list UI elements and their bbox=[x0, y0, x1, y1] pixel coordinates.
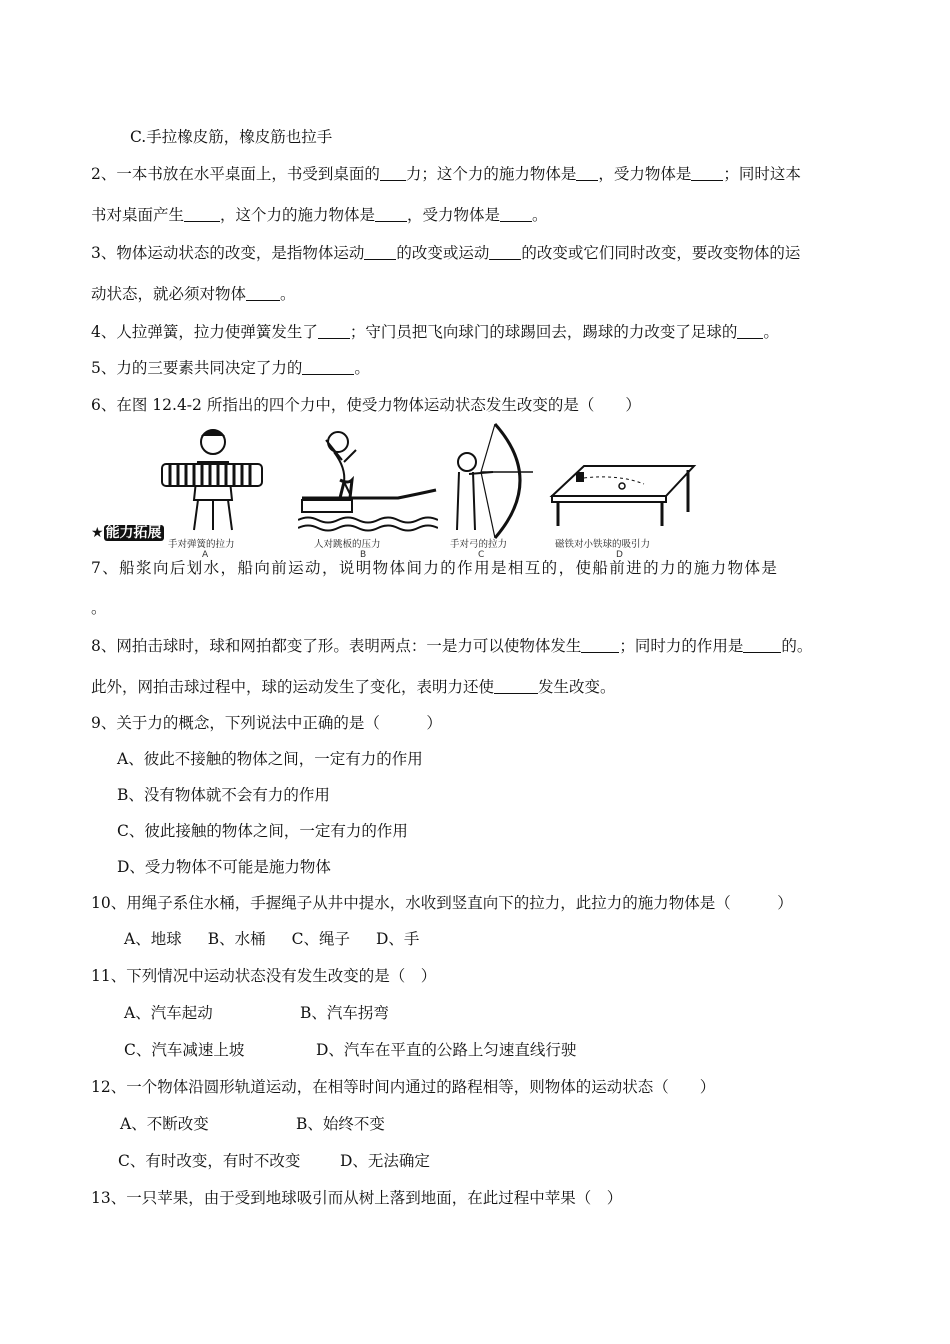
question-3-line-1 bbox=[91, 243, 800, 263]
blank bbox=[576, 165, 598, 181]
badge-text: 能力拓展 bbox=[105, 525, 162, 541]
q3-text-a: 3、物体运动状态的改变，是指物体运动 bbox=[91, 244, 365, 262]
q12-option-d: D、无法确定 bbox=[340, 1152, 430, 1170]
label-b: B bbox=[360, 550, 367, 560]
q8-text-b: ；同时力的作用是 bbox=[619, 637, 744, 655]
q2-text-a: 2、一本书放在水平桌面上，书受到桌面的 bbox=[91, 165, 380, 183]
caption-d: 磁铁对小铁球的吸引力 bbox=[555, 539, 651, 550]
q9-option-c: C、彼此接触的物体之间，一定有力的作用 bbox=[117, 822, 408, 840]
question-4 bbox=[91, 322, 779, 342]
q10-option-b: B、水桶 bbox=[207, 930, 266, 948]
question-9: 9、关于力的概念，下列说法中正确的是（ ） bbox=[91, 714, 442, 732]
blank bbox=[302, 359, 354, 375]
section-badge bbox=[91, 522, 164, 542]
blank bbox=[489, 244, 521, 260]
question-2-line-1 bbox=[91, 164, 801, 184]
option-c-rubber-band: C.手拉橡皮筋，橡皮筋也拉手 bbox=[130, 128, 333, 146]
figure-c-bow bbox=[445, 420, 535, 545]
q4-text-c: 。 bbox=[763, 323, 779, 341]
caption-b: 人对跳板的压力 bbox=[314, 539, 381, 550]
blank bbox=[246, 285, 280, 301]
q11-option-d: D、汽车在平直的公路上匀速直线行驶 bbox=[316, 1041, 577, 1059]
figure-12-4-2 bbox=[150, 420, 710, 570]
label-c: C bbox=[478, 550, 485, 560]
question-7-answer-line: 。 bbox=[91, 599, 107, 617]
q10-option-d: D、手 bbox=[375, 930, 420, 948]
q8-text-a: 8、网拍击球时，球和网拍都变了形。表明两点：一是力可以使物体发生 bbox=[91, 637, 582, 655]
man-stretching-spring-icon bbox=[158, 420, 268, 545]
q3-text-d: 动状态，就必须对物体 bbox=[91, 285, 247, 303]
diver-on-springboard-icon bbox=[298, 420, 438, 545]
q2-text-f: ，这个力的施力物体是 bbox=[220, 206, 376, 224]
question-2-line-2 bbox=[91, 205, 548, 225]
question-7: 7、船浆向后划水，船向前运动，说明物体间力的作用是相互的，使船前进的力的施力物体是 bbox=[91, 559, 779, 577]
question-10: 10、用绳子系住水桶，手握绳子从井中提水，水收到竖直向下的拉力，此拉力的施力物体是（ ） bbox=[91, 894, 793, 912]
blank bbox=[581, 637, 619, 653]
q11-option-c: C、汽车减速上坡 bbox=[124, 1041, 245, 1059]
question-13: 13、一只苹果，由于受到地球吸引而从树上落到地面，在此过程中苹果（ ） bbox=[91, 1189, 623, 1207]
star-icon: ★ bbox=[91, 525, 104, 541]
q9-option-a: A、彼此不接触的物体之间，一定有力的作用 bbox=[117, 750, 423, 768]
question-3-line-2 bbox=[91, 284, 296, 304]
label-a: A bbox=[202, 550, 209, 560]
blank bbox=[380, 165, 406, 181]
q12-option-a: A、不断改变 bbox=[120, 1115, 209, 1133]
q10-option-a: A、地球 bbox=[124, 930, 182, 948]
figure-a-spring bbox=[158, 420, 268, 545]
q5-text-b: 。 bbox=[354, 359, 370, 377]
label-d: D bbox=[616, 550, 623, 560]
q12-option-c: C、有时改变，有时不改变 bbox=[118, 1152, 301, 1170]
blank bbox=[500, 206, 532, 222]
question-6: 6、在图 12.4-2 所指出的四个力中，使受力物体运动状态发生改变的是（ ） bbox=[91, 396, 641, 414]
archer-drawing-bow-icon bbox=[445, 420, 535, 545]
q4-text-b: ；守门员把飞向球门的球踢回去，踢球的力改变了足球的 bbox=[349, 323, 738, 341]
blank bbox=[318, 323, 350, 339]
q2-text-g: ，受力物体是 bbox=[407, 206, 501, 224]
q8-text-d: 此外，网拍击球过程中，球的运动发生了变化，表明力还使 bbox=[91, 678, 495, 696]
q12-option-b: B、始终不变 bbox=[296, 1115, 385, 1133]
q3-text-b: 的改变或运动 bbox=[396, 244, 490, 262]
q10-options bbox=[124, 929, 419, 949]
q2-text-e: 书对桌面产生 bbox=[91, 206, 185, 224]
q2-text-b: 力；这个力的施力物体是 bbox=[405, 165, 577, 183]
q2-text-h: 。 bbox=[532, 206, 548, 224]
question-8-line-1 bbox=[91, 636, 812, 656]
question-5 bbox=[91, 358, 370, 378]
magnet-and-iron-ball-icon bbox=[548, 420, 698, 545]
blank bbox=[375, 206, 407, 222]
q4-text-a: 4、人拉弹簧，拉力使弹簧发生了 bbox=[91, 323, 318, 341]
q9-option-d: D、受力物体不可能是施力物体 bbox=[117, 858, 331, 876]
question-8-line-2 bbox=[91, 677, 616, 697]
figure-b-diving-board bbox=[298, 420, 438, 545]
q5-text-a: 5、力的三要素共同决定了力的 bbox=[91, 359, 303, 377]
blank bbox=[691, 165, 723, 181]
q10-option-c: C、绳子 bbox=[291, 930, 350, 948]
q2-text-c: ，受力物体是 bbox=[598, 165, 692, 183]
blank bbox=[364, 244, 396, 260]
question-12: 12、一个物体沿圆形轨道运动，在相等时间内通过的路程相等，则物体的运动状态（ ） bbox=[91, 1078, 716, 1096]
q8-text-e: 发生改变。 bbox=[538, 678, 616, 696]
q3-text-e: 。 bbox=[280, 285, 296, 303]
blank bbox=[494, 678, 538, 694]
q2-text-d: ；同时这本 bbox=[723, 165, 801, 183]
blank bbox=[743, 637, 781, 653]
caption-c: 手对弓的拉力 bbox=[450, 539, 508, 550]
question-11: 11、下列情况中运动状态没有发生改变的是（ ） bbox=[91, 967, 437, 985]
figure-d-magnet bbox=[548, 420, 698, 545]
q11-option-a: A、汽车起动 bbox=[124, 1004, 213, 1022]
q9-option-b: B、没有物体就不会有力的作用 bbox=[117, 786, 330, 804]
q3-text-c: 的改变或它们同时改变，要改变物体的运 bbox=[521, 244, 801, 262]
q11-option-b: B、汽车拐弯 bbox=[300, 1004, 389, 1022]
blank bbox=[737, 323, 763, 339]
blank bbox=[184, 206, 220, 222]
caption-a: 手对弹簧的拉力 bbox=[168, 539, 235, 550]
q8-text-c: 的。 bbox=[781, 637, 813, 655]
